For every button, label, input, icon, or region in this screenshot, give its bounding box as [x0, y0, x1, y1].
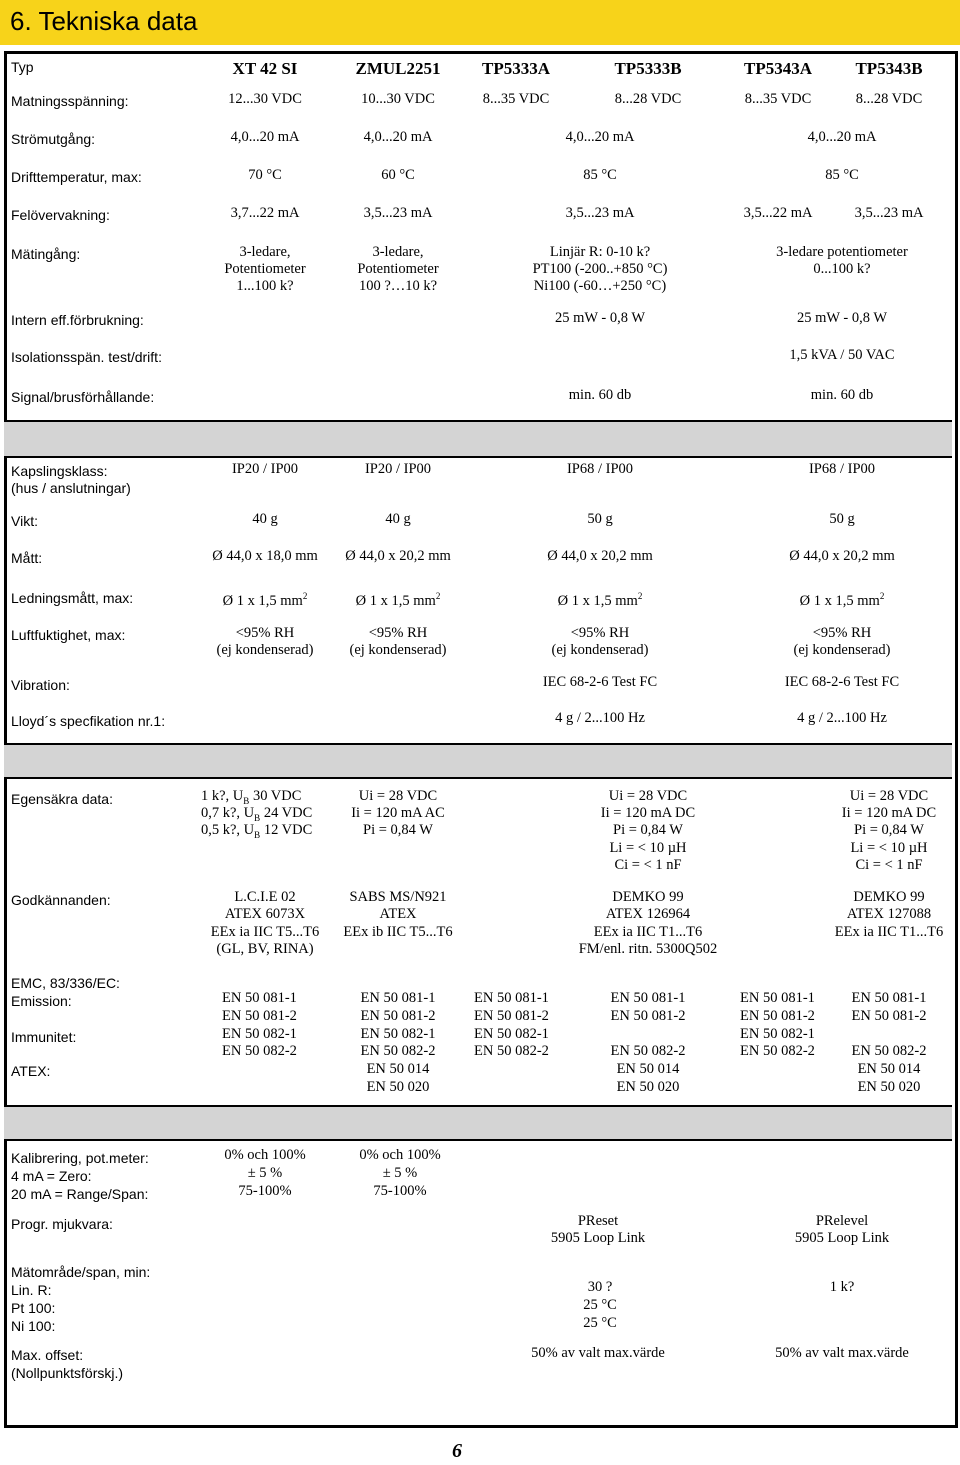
cell: EN 50 081-1	[360, 990, 436, 1006]
cell: IEC 68-2-6 Test FC	[542, 674, 658, 690]
cell: EN 50 082-1	[360, 1026, 436, 1042]
cell: EEx ib IIC T5...T6	[343, 924, 453, 940]
cell: Ø 1 x 1,5 $mm^2$	[799, 591, 885, 609]
calibration-label: Kalibrering, pot.meter:	[11, 1150, 149, 1166]
cell: 40 g	[252, 511, 278, 527]
operating-temp-label: Drifttemperatur, max:	[11, 169, 142, 185]
cell: (GL, BV, RINA)	[216, 941, 314, 957]
cell: 75-100%	[238, 1183, 292, 1199]
cell: 0,5 k?, $U_B$ 12 VDC	[201, 822, 313, 840]
cell: Ø 44,0 x 18,0 mm	[212, 548, 318, 564]
cell: (ej kondenserad)	[349, 642, 447, 658]
cell: ± 5 %	[382, 1165, 418, 1181]
cell: EN 50 014	[616, 1061, 680, 1077]
cell: 4,0...20 mA	[363, 129, 433, 145]
cell: Potentiometer	[357, 261, 439, 277]
model-header: TP5333B	[614, 59, 682, 78]
cell: EEx ia IIC T1...T6	[834, 924, 944, 940]
cell: ATEX 6073X	[224, 906, 306, 922]
cell: 4 g / 2...100 Hz	[797, 710, 887, 726]
current-output-label: Strömutgång:	[11, 131, 96, 147]
cell: EN 50 081-2	[474, 1008, 549, 1024]
cell: 3-ledare potentiometer	[776, 244, 908, 260]
cell: EN 50 082-1	[740, 1026, 815, 1042]
cell: Pi = 0,84 W	[613, 822, 683, 838]
cell: EN 50 081-1	[222, 990, 297, 1006]
cell: Ci = < 1 nF	[614, 857, 682, 873]
approvals-label: Godkännanden:	[11, 892, 111, 908]
cell: EN 50 081-2	[610, 1008, 686, 1024]
cell: 0% och 100%	[359, 1147, 441, 1163]
cell: EN 50 081-1	[610, 990, 686, 1006]
cell: (ej kondenserad)	[551, 642, 649, 658]
measurement-input-label: Mätingång:	[11, 246, 81, 262]
cell: EN 50 020	[366, 1079, 430, 1095]
cell: 1 k?, $U_B$ 30 VDC	[201, 788, 302, 806]
emission-label: Emission:	[11, 993, 72, 1009]
cell: <95% RH	[368, 625, 428, 641]
dimensions-label: Mått:	[11, 550, 43, 566]
cell: 3,5...23 mA	[565, 205, 635, 221]
type-label: Typ	[11, 59, 34, 75]
cell: FM/enl. ritn. 5300Q502	[578, 941, 718, 957]
emc-label: EMC, 83/336/EC:	[11, 975, 120, 991]
cell: 50% av valt max.värde	[775, 1345, 909, 1361]
cell: 3-ledare,	[239, 244, 291, 260]
cell: Ii = 120 mA AC	[351, 805, 445, 821]
cell: EN 50 020	[857, 1079, 921, 1095]
cell: IP68 / IP00	[566, 461, 634, 477]
cell: Ø 44,0 x 20,2 mm	[547, 548, 653, 564]
cell: (ej kondenserad)	[216, 642, 314, 658]
cell: Li = < 10 µH	[609, 840, 687, 856]
model-header: ZMUL2251	[355, 59, 441, 78]
cell: Ø 1 x 1,5 $mm^2$	[222, 591, 308, 609]
cell: 85 °C	[825, 167, 859, 183]
cell: 4,0...20 mA	[230, 129, 300, 145]
cell: 8...28 VDC	[855, 91, 923, 107]
cell: PReset	[577, 1213, 619, 1229]
intrinsic-safety-label: Egensäkra data:	[11, 791, 113, 807]
cell: EN 50 082-2	[360, 1043, 436, 1059]
cell: IP20 / IP00	[231, 461, 299, 477]
section-title: 6. Tekniska data	[10, 6, 198, 36]
separator-band	[4, 420, 952, 458]
section-header	[0, 0, 960, 45]
page-number: 6	[452, 1440, 462, 1462]
cell: 8...35 VDC	[744, 91, 812, 107]
ni100-label: Ni 100:	[11, 1318, 56, 1334]
pt100-label: Pt 100:	[11, 1300, 56, 1316]
cell: (ej kondenserad)	[793, 642, 891, 658]
cell: DEMKO 99	[853, 889, 925, 905]
cell: EN 50 082-2	[851, 1043, 927, 1059]
enclosure-sublabel: (hus / anslutningar)	[11, 480, 131, 496]
model-header: TP5343A	[744, 59, 812, 78]
cell: 0,7 k?, $U_B$ 24 VDC	[201, 805, 313, 823]
cell: Ui = 28 VDC	[358, 788, 438, 804]
cell: 12...30 VDC	[228, 91, 302, 107]
range-label: Mätområde/span, min:	[11, 1264, 151, 1280]
cell: 75-100%	[373, 1183, 427, 1199]
cell: EN 50 082-1	[222, 1026, 297, 1042]
cell: DEMKO 99	[612, 889, 684, 905]
cell: Pi = 0,84 W	[363, 822, 433, 838]
cell: <95% RH	[812, 625, 872, 641]
lloyds-label: Lloyd´s specfikation nr.1:	[11, 713, 166, 729]
cell: Ø 44,0 x 20,2 mm	[789, 548, 895, 564]
cell: Ii = 120 mA DC	[600, 805, 696, 821]
cell: 25 mW - 0,8 W	[796, 310, 888, 326]
humidity-label: Luftfuktighet, max:	[11, 627, 126, 643]
cell: 5905 Loop Link	[794, 1230, 890, 1246]
cell: EN 50 082-1	[474, 1026, 549, 1042]
cell: IP20 / IP00	[364, 461, 432, 477]
zero-label: 4 mA = Zero:	[11, 1168, 92, 1184]
isolation-voltage-label: Isolationsspän. test/drift:	[11, 349, 162, 365]
cell: min. 60 db	[568, 387, 632, 403]
fault-monitoring-label: Felövervakning:	[11, 207, 110, 223]
immunity-label: Immunitet:	[11, 1029, 77, 1045]
snr-label: Signal/brusförhållande:	[11, 389, 155, 405]
model-header: TP5333A	[482, 59, 550, 78]
cell: L.C.I.E 02	[234, 889, 296, 905]
cell: 4 g / 2...100 Hz	[555, 710, 645, 726]
wire-size-label: Ledningsmått, max:	[11, 590, 134, 606]
cell: EN 50 020	[616, 1079, 680, 1095]
cell: EEx ia IIC T1...T6	[593, 924, 703, 940]
lin-r-label: Lin. R:	[11, 1282, 52, 1298]
cell: ± 5 %	[247, 1165, 283, 1181]
cell: 30 ?	[587, 1279, 613, 1295]
cell: IP68 / IP00	[808, 461, 876, 477]
cell: Li = < 10 µH	[850, 840, 928, 856]
enclosure-label: Kapslingsklass:	[11, 463, 108, 479]
cell: EN 50 082-2	[740, 1043, 815, 1059]
cell: Ui = 28 VDC	[608, 788, 688, 804]
cell: 25 mW - 0,8 W	[554, 310, 646, 326]
cell: Ii = 120 mA DC	[841, 805, 937, 821]
cell: 0% och 100%	[224, 1147, 306, 1163]
cell: <95% RH	[570, 625, 630, 641]
cell: EN 50 081-1	[474, 990, 549, 1006]
atex-label: ATEX:	[11, 1063, 51, 1079]
cell: 3,7...22 mA	[230, 205, 300, 221]
cell: 3,5...23 mA	[363, 205, 433, 221]
cell: 50% av valt max.värde	[531, 1345, 665, 1361]
separator-band	[4, 1105, 952, 1141]
cell: 70 °C	[248, 167, 282, 183]
cell: 40 g	[385, 511, 411, 527]
cell: 8...35 VDC	[482, 91, 550, 107]
cell: Linjär R: 0-10 k?	[549, 244, 651, 260]
cell: 100 ?…10 k?	[358, 278, 438, 294]
cell: 3-ledare,	[372, 244, 424, 260]
cell: EN 50 082-2	[222, 1043, 297, 1059]
cell: 1 k?	[829, 1279, 855, 1295]
offset-sublabel: (Nollpunktsförskj.)	[11, 1365, 124, 1381]
cell: 10...30 VDC	[361, 91, 435, 107]
cell: EN 50 081-2	[360, 1008, 436, 1024]
cell: 25 °C	[583, 1315, 617, 1331]
model-header: TP5343B	[855, 59, 923, 78]
cell: PT100 (-200..+850 °C)	[532, 261, 668, 277]
cell: Ø 1 x 1,5 $mm^2$	[355, 591, 441, 609]
span-label: 20 mA = Range/Span:	[11, 1186, 149, 1202]
cell: EN 50 082-2	[474, 1043, 549, 1059]
cell: Ni100 (-60…+250 °C)	[533, 278, 667, 294]
vibration-label: Vibration:	[11, 677, 70, 693]
cell: 0...100 k?	[813, 261, 871, 277]
cell: SABS MS/N921	[349, 889, 447, 905]
cell: 5905 Loop Link	[550, 1230, 646, 1246]
cell: 3,5...22 mA	[743, 205, 813, 221]
cell: ATEX 127088	[846, 906, 932, 922]
cell: Potentiometer	[224, 261, 306, 277]
cell: 1,5 kVA / 50 VAC	[789, 347, 895, 363]
internal-consumption-label: Intern eff.förbrukning:	[11, 312, 144, 328]
cell: EEx ia IIC T5...T6	[210, 924, 320, 940]
cell: <95% RH	[235, 625, 295, 641]
cell: PRelevel	[815, 1213, 869, 1229]
supply-voltage-label: Matningsspänning:	[11, 93, 129, 109]
offset-label: Max. offset:	[11, 1347, 84, 1363]
cell: 4,0...20 mA	[565, 129, 635, 145]
cell: 8...28 VDC	[614, 91, 682, 107]
cell: 25 °C	[583, 1297, 617, 1313]
cell: EN 50 081-2	[222, 1008, 297, 1024]
cell: 50 g	[587, 511, 613, 527]
cell: EN 50 082-2	[610, 1043, 686, 1059]
cell: IEC 68-2-6 Test FC	[784, 674, 900, 690]
weight-label: Vikt:	[11, 513, 38, 529]
separator-band	[4, 743, 952, 779]
cell: 60 °C	[381, 167, 415, 183]
cell: min. 60 db	[810, 387, 874, 403]
cell: EN 50 081-1	[740, 990, 815, 1006]
software-label: Progr. mjukvara:	[11, 1216, 113, 1232]
cell: 4,0...20 mA	[807, 129, 877, 145]
cell: EN 50 081-2	[740, 1008, 815, 1024]
model-header: XT 42 SI	[232, 59, 298, 78]
cell: 50 g	[829, 511, 855, 527]
cell: Ui = 28 VDC	[849, 788, 929, 804]
cell: EN 50 014	[857, 1061, 921, 1077]
cell: Ø 44,0 x 20,2 mm	[345, 548, 451, 564]
cell: 3,5...23 mA	[854, 205, 924, 221]
cell: 1...100 k?	[236, 278, 294, 294]
cell: Ci = < 1 nF	[855, 857, 923, 873]
cell: ATEX 126964	[605, 906, 691, 922]
cell: Ø 1 x 1,5 $mm^2$	[557, 591, 643, 609]
cell: Pi = 0,84 W	[854, 822, 924, 838]
cell: ATEX	[379, 906, 417, 922]
cell: EN 50 081-1	[851, 990, 927, 1006]
cell: EN 50 081-2	[851, 1008, 927, 1024]
cell: 85 °C	[583, 167, 617, 183]
cell: EN 50 014	[366, 1061, 430, 1077]
